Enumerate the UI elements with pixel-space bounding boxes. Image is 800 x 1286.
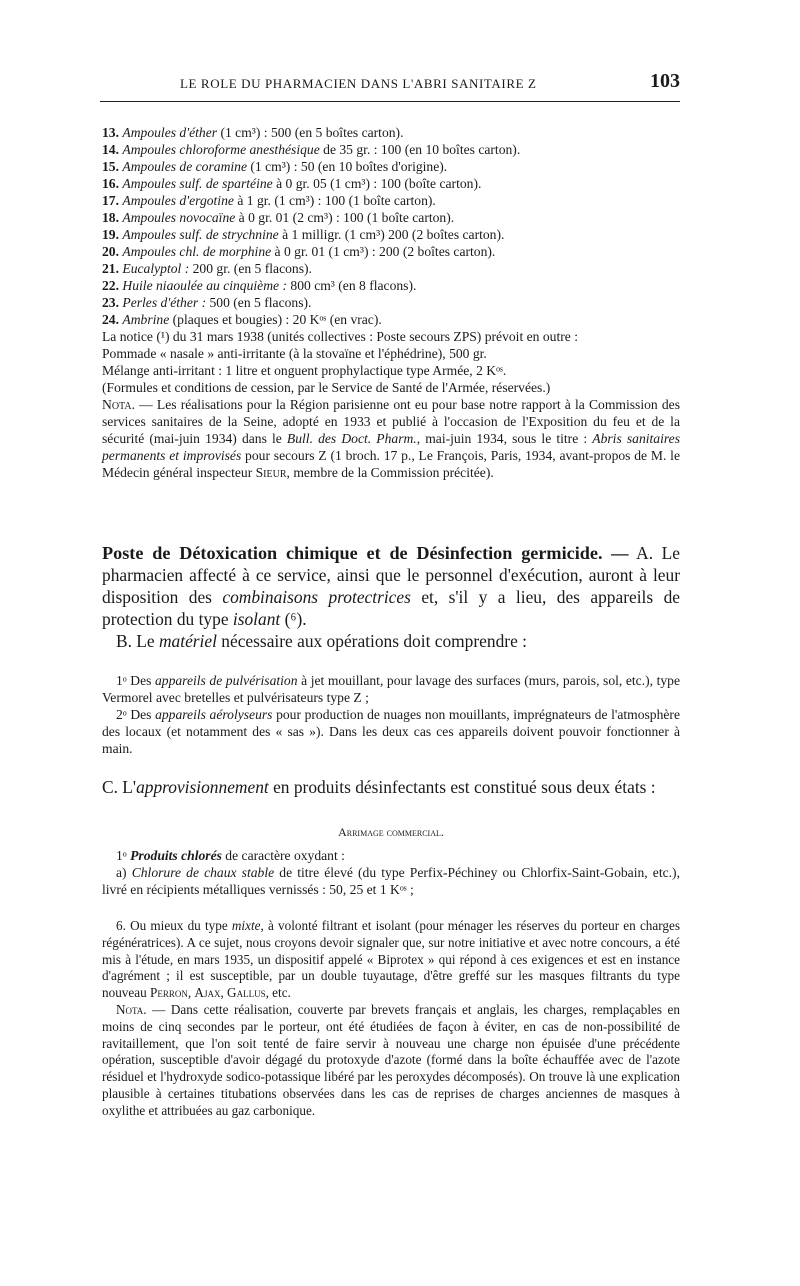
list-item: 16. Ampoules sulf. de spartéine à 0 gr. 05 (1 cm³) : 100 (boîte carton). [102,176,482,191]
notice-line: Mélange anti-irritant : 1 litre et onguent prophylactique type Armée, 2 Kᵒˢ. [102,363,507,378]
equipment-list [102,672,680,757]
list-item: 24. Ambrine (plaques et bougies) : 20 Kᵒˢ (en vrac). [102,312,382,327]
supply-item: 1ᵒ Produits chlorés de caractère oxydant : [116,848,345,863]
subheading: Arrimage commercial. [338,825,444,839]
section-detoxication [102,542,680,652]
notice-line: (Formules et conditions de cession, par le Service de Santé de l'Armée, réservées.) [102,380,551,395]
list-item: 22. Huile niaoulée au cinquième : 800 cm³ (en 8 flacons). [102,278,417,293]
list-item: 23. Perles d'éther : 500 (en 5 flacons). [102,295,312,310]
supply-item: a) Chlorure de chaux stable de titre élevé (du type Perfix-Péchiney ou Chlorfix-Saint-Gobain, etc.), livré en récipients métalliques vernissés : 50, 25 et 1 Kᵒˢ ; [102,865,680,897]
header-rule [100,101,680,102]
section-heading: Poste de Détoxication chimique et de Désinfection germicide. [102,543,603,563]
list-item: 13. Ampoules d'éther (1 cm³) : 500 (en 5 boîtes carton). [102,125,404,140]
equipment-item: 2ᵒ Des appareils aérolyseurs pour production de nuages non mouillants, imprégnateurs de l'atmosphère des locaux (et notamment des « sas »). Dans les deux cas ces appareils doivent pouvoir fonctionner à main. [102,707,680,756]
notice-line: Pommade « nasale » anti-irritante (à la stovaïne et l'éphédrine), 500 gr. [102,346,487,361]
supply-paragraph [102,776,680,798]
running-title: LE ROLE DU PHARMACIEN DANS L'ABRI SANITAIRE Z [180,76,537,91]
running-head [100,72,680,98]
supply-intro: C. L'approvisionnement en produits désinfectants est constitué sous deux états : [102,777,656,797]
section-paragraph-a: Poste de Détoxication chimique et de Désinfection germicide. — A. Le pharmacien affecté à ce service, ainsi que le personnel d'exécution, auront à leur disposition des combinaisons protectrices et, s'il y a lieu, des appareils de protection du type isolant (⁶). [102,543,680,629]
list-item: 18. Ampoules novocaïne à 0 gr. 01 (2 cm³) : 100 (1 boîte carton). [102,210,455,225]
list-item: 21. Eucalyptol : 200 gr. (en 5 flacons). [102,261,312,276]
nota-paragraph: Nota. — Les réalisations pour la Région parisienne ont eu pour base notre rapport à la Commission des services sanitaires de la Seine, adopté en 1933 et publié à l'occasion de l'Exposition du feu et de la sécurité (mai-juin 1934) dans le Bull. des Doct. Pharm., mai-juin 1934, sous le titre : Abris sanitaires permanents et improvisés pour secours Z (1 broch. 17 p., Le François, Paris, 1934, avant-propos de M. le Médecin général inspecteur Sieur, membre de la Commission précitée). [102,397,680,480]
footnote-6: 6. Ou mieux du type mixte, à volonté filtrant et isolant (pour ménager les réserves du porteur en charges régénératrices). A ce sujet, nous croyons devoir signaler que, sur notre initiative et avec notre concours, a été mis à l'étude, en mars 1935, un dispositif appelé « Biprotex » qui répond à ces exigences et est en instance d'agrément ; il est susceptible, par un double tuyautage, d'être greffé sur les masques filtrants du type nouveau Perron, Ajax, Gallus, etc. [102,918,680,1001]
footnote [102,918,680,1120]
nota-label: Nota. [116,1001,147,1017]
page-number: 103 [650,70,680,92]
footnote-nota: Nota. — Dans cette réalisation, couverte par brevets français et anglais, les charges, remplaçables en moins de cinq secondes par le porteur, ont été étudiées de façon à éviter, en cas de non-possibilité de ravitaillement, que l'on soit tenté de faire servir à nouveau une charge non épuisée d'une précédente opération, susceptible d'avoir dégagé du protoxyde d'azote (formé dans la boîte échauffée avec de l'azote résiduel et l'hydroxyde sodico-potassique libéré par les peroxydes décomposés). On trouve là une explication plausible à certaines titubations observées dans les cas de reprises de charges anciennes de masques à oxylithe et attribuées au gaz carbonique. [102,1001,680,1118]
list-item: 15. Ampoules de coramine (1 cm³) : 50 (en 10 boîtes d'origine). [102,159,448,174]
notice-paragraph: La notice (¹) du 31 mars 1938 (unités collectives : Poste secours ZPS) prévoit en outre : [102,329,578,344]
nota-label: Nota. [102,397,135,412]
list-item: 17. Ampoules d'ergotine à 1 gr. (1 cm³) : 100 (1 boîte carton). [102,193,436,208]
section-paragraph-b: B. Le matériel nécessaire aux opérations doit comprendre : [116,631,527,651]
equipment-item: 1ᵒ Des appareils de pulvérisation à jet mouillant, pour lavage des surfaces (murs, parois, sol, etc.), type Vermorel avec bretelles et pulvérisateurs type Z ; [102,673,681,705]
list-item: 20. Ampoules chl. de morphine à 0 gr. 01 (1 cm³) : 200 (2 boîtes carton). [102,244,496,259]
list-item: 14. Ampoules chloroforme anesthésique de 35 gr. : 100 (en 10 boîtes carton). [102,142,521,157]
list-item: 19. Ampoules sulf. de strychnine à 1 milligr. (1 cm³) 200 (2 boîtes carton). [102,227,505,242]
supply-details [102,824,680,898]
ampoule-list [102,124,680,481]
